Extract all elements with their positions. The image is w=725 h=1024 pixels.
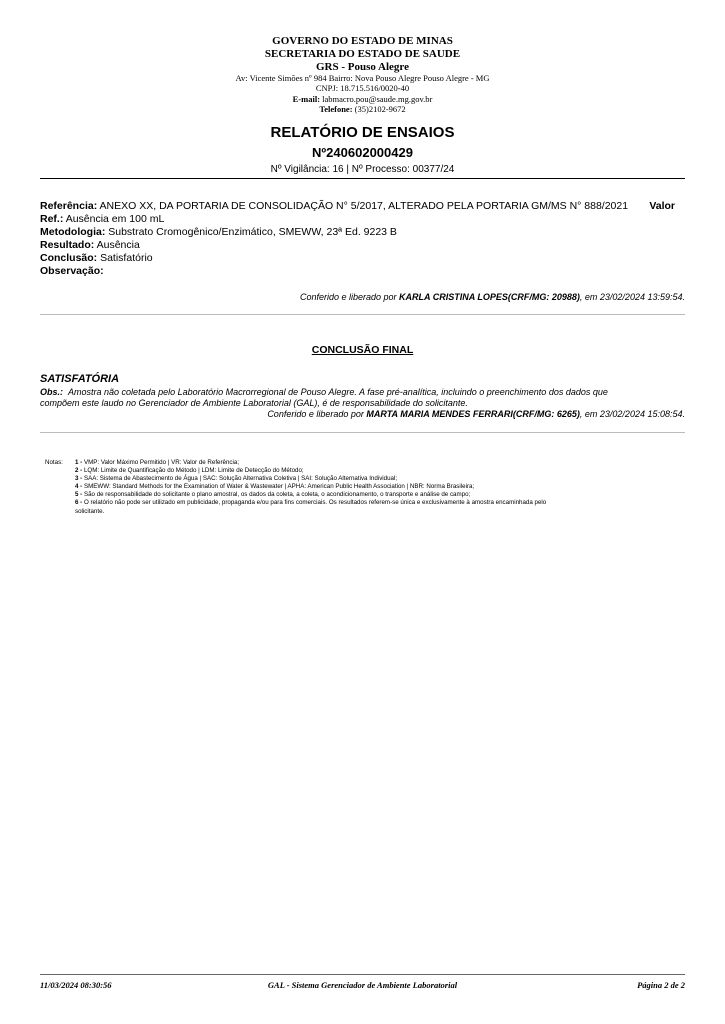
report-title: RELATÓRIO DE ENSAIOS (270, 124, 455, 141)
conclusao-label: Conclusão: (40, 252, 98, 264)
header-divider (40, 178, 685, 179)
referencia-line (40, 200, 685, 212)
note-item: solicitante. (75, 507, 105, 515)
resultado-value: Ausência (96, 239, 140, 251)
note-item: 3 - SAA: Sistema de Abastecimento de Água | SAC: Solução Alternativa Coletiva | SAI: Solução Alternativa Individual; (75, 475, 398, 483)
conferido2-prefix: Conferido e liberado por (267, 409, 364, 419)
conferido2-suffix: , em 23/02/2024 15:08:54. (579, 409, 685, 419)
conferido-line-1 (300, 292, 685, 302)
note-item: 2 - LQM: Limite de Quantificação do Método | LDM: Limite de Detecção do Método; (75, 467, 304, 475)
notes-list (75, 459, 546, 516)
obs-text-1: Amostra não coletada pelo Laboratório Macrorregional de Pouso Alegre. A fase pré-analítica, incluindo o preenchimento dos dados que (68, 387, 608, 397)
conclusao-value: Satisfatório (100, 252, 153, 264)
note-item: 4 - SMEWW: Standard Methods for the Examination of Water & Wastewater | APHA: American Public Health Association | NBR: Norma Brasileira; (75, 483, 475, 491)
ref-label: Ref.: (40, 213, 64, 225)
resultado-line (40, 239, 140, 251)
header-address: Av: Vicente Simões nº 984 Bairro: Nova Pouso Alegre Pouso Alegre - MG (235, 73, 490, 83)
note-item: 5 - São de responsabilidade do solicitante o plano amostral, os dados da coleta, a coleta, o acondicionamento, o transporte e análise de campo; (75, 491, 471, 499)
metodologia-value: Substrato Cromogênico/Enzimático, SMEWW, 23ª Ed. 9223 B (108, 226, 397, 238)
phone-label: Telefone: (319, 104, 353, 114)
valor-label: Valor (649, 200, 675, 212)
note-item: 1 - VMP: Valor Máximo Permitido | VR: Valor de Referência; (75, 459, 240, 466)
email-label: E-mail: (292, 94, 321, 104)
observacao-line (40, 265, 104, 277)
section-divider-2 (40, 432, 685, 433)
header-phone (0, 104, 725, 114)
referencia-value: ANEXO XX, DA PORTARIA DE CONSOLIDAÇÃO N° 5/2017, ALTERADO PELA PORTARIA GM/MS N° 888/2021 (99, 200, 629, 212)
footer-page: Página 2 de 2 (637, 980, 685, 990)
email-value: labmacro.pou@saude.mg.gov.br (322, 94, 433, 104)
conferido-line-2 (267, 409, 685, 419)
referencia-label: Referência: (40, 200, 98, 212)
final-status: SATISFATÓRIA (40, 373, 120, 385)
phone-value: (35)2102-9672 (354, 104, 406, 114)
header-line3: GRS - Pouso Alegre (316, 61, 409, 73)
conferido-name: KARLA CRISTINA LOPES(CRF/MG: 20988) (399, 292, 580, 302)
note-item: 6 - O relatório não pode ser utilizado em publicidade, propaganda e/ou para fins comerciais. Os resultados referem-se única e exclusivamente à amostra encaminhada pelo (75, 499, 547, 507)
conferido2-name: MARTA MARIA MENDES FERRARI(CRF/MG: 6265) (366, 409, 580, 419)
conclusao-line (40, 252, 153, 264)
conferido-prefix: Conferido e liberado por (299, 292, 397, 302)
header-email (0, 94, 725, 104)
section-divider (40, 314, 685, 315)
header-line1: GOVERNO DO ESTADO DE MINAS (272, 35, 453, 47)
report-subtitle: Nº Vigilância: 16 | Nº Processo: 00377/24 (270, 164, 455, 175)
obs-label: Obs.: (40, 387, 64, 397)
notes-label: Notas: (45, 459, 63, 466)
ref-value: Ausência em 100 mL (65, 213, 165, 225)
conferido-suffix: , em 23/02/2024 13:59:54. (579, 292, 685, 302)
resultado-label: Resultado: (40, 239, 95, 251)
footer-divider (40, 974, 685, 975)
final-heading: CONCLUSÃO FINAL (311, 344, 414, 356)
observacao-label: Observação: (40, 265, 104, 277)
final-obs-line1 (40, 387, 608, 397)
metodologia-line (40, 226, 397, 238)
metodologia-label: Metodologia: (40, 226, 106, 238)
report-number: Nº240602000429 (312, 145, 413, 160)
obs-text-2: compõem este laudo no Gerenciador de Ambiente Laboratorial (GAL), é de responsabilidade do solicitante. (40, 398, 468, 408)
footer-datetime: 11/03/2024 08:30:56 (40, 980, 112, 990)
header-line2: SECRETARIA DO ESTADO DE SAUDE (264, 48, 461, 60)
ref-line (40, 213, 164, 225)
header-cnpj: CNPJ: 18.715.516/0020-40 (315, 83, 410, 93)
footer-system: GAL - Sistema Gerenciador de Ambiente Laboratorial (267, 980, 458, 990)
